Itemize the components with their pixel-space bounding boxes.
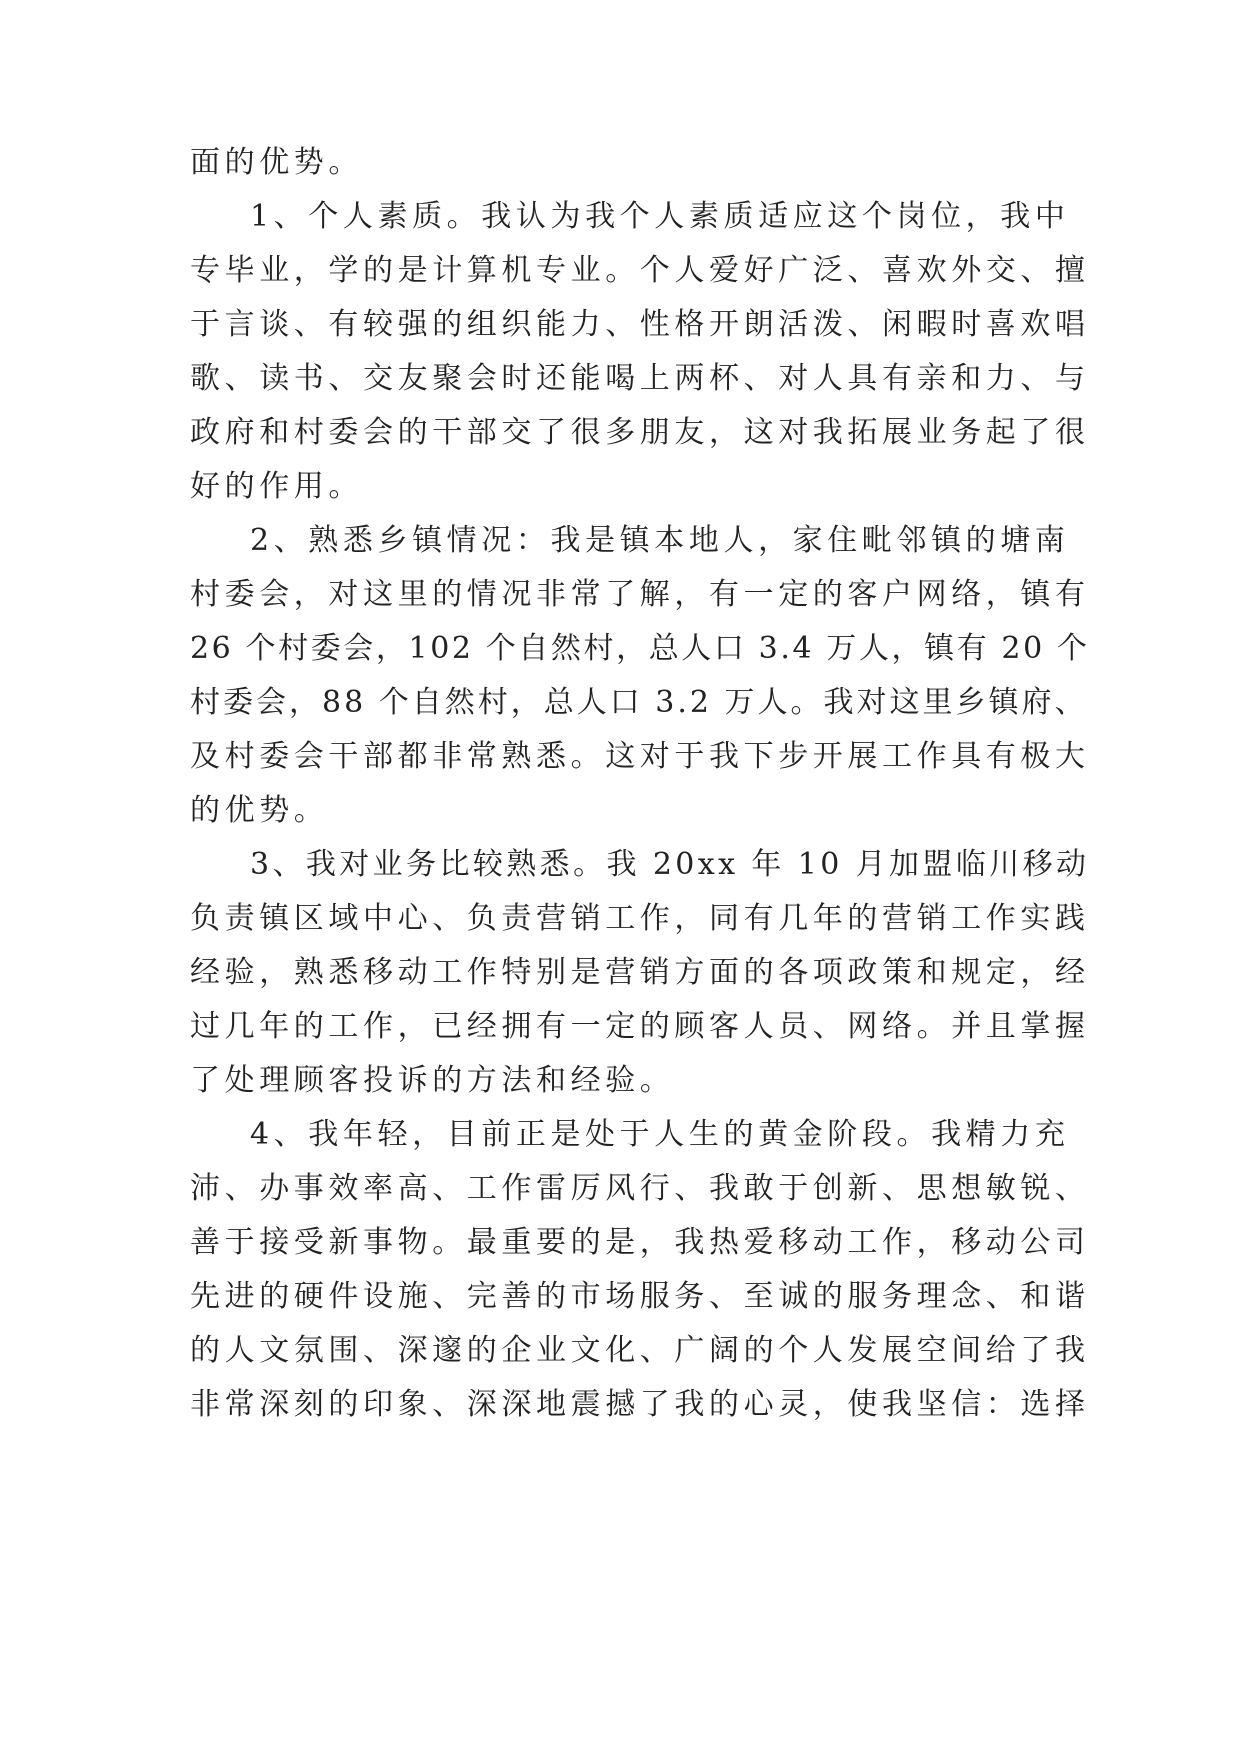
- text-line: 村委会，88 个自然村，总人口 3.2 万人。我对这里乡镇府、: [190, 685, 1088, 720]
- text-line: 村委会，对这里的情况非常了解，有一定的客户网络，镇有: [190, 577, 1090, 612]
- text-line: 歌、读书、交友聚会时还能喝上两杯、对人具有亲和力、与: [190, 361, 1090, 396]
- text-line: 沛、办事效率高、工作雷厉风行、我敢于创新、思想敏锐、: [190, 1171, 1090, 1206]
- text-line: 善于接受新事物。最重要的是，我热爱移动工作，移动公司: [190, 1225, 1090, 1260]
- text-line: 政府和村委会的干部交了很多朋友，这对我拓展业务起了很: [190, 415, 1090, 450]
- text-line: 4、我年轻，目前正是处于人生的黄金阶段。我精力充: [250, 1117, 1070, 1152]
- text-line: 26 个村委会，102 个自然村，总人口 3.4 万人，镇有 20 个: [190, 631, 1090, 666]
- text-line: 过几年的工作，已经拥有一定的顾客人员、网络。并且掌握: [190, 1009, 1090, 1044]
- text-line: 非常深刻的印象、深深地震撼了我的心灵，使我坚信：选择: [190, 1387, 1090, 1422]
- text-line: 2、熟悉乡镇情况：我是镇本地人，家住毗邻镇的塘南: [250, 523, 1070, 558]
- text-line: 3、我对业务比较熟悉。我 20xx 年 10 月加盟临川移动: [250, 847, 1090, 882]
- text-line: 及村委会干部都非常熟悉。这对于我下步开展工作具有极大: [190, 739, 1090, 774]
- text-line: 了处理顾客投诉的方法和经验。: [190, 1063, 675, 1098]
- text-line: 的人文氛围、深邃的企业文化、广阔的个人发展空间给了我: [190, 1333, 1090, 1368]
- text-line: 经验，熟悉移动工作特别是营销方面的各项政策和规定，经: [190, 955, 1090, 990]
- text-line: 好的作用。: [190, 469, 363, 504]
- text-line: 于言谈、有较强的组织能力、性格开朗活泼、闲暇时喜欢唱: [190, 307, 1090, 342]
- text-line: 1、个人素质。我认为我个人素质适应这个岗位，我中: [250, 199, 1070, 234]
- text-line: 专毕业，学的是计算机专业。个人爱好广泛、喜欢外交、擅: [190, 253, 1090, 288]
- text-line: 负责镇区域中心、负责营销工作，同有几年的营销工作实践: [190, 901, 1090, 936]
- text-line: 先进的硬件设施、完善的市场服务、至诚的服务理念、和谐: [190, 1279, 1090, 1314]
- text-line: 的优势。: [190, 793, 329, 828]
- text-line: 面的优势。: [190, 145, 363, 180]
